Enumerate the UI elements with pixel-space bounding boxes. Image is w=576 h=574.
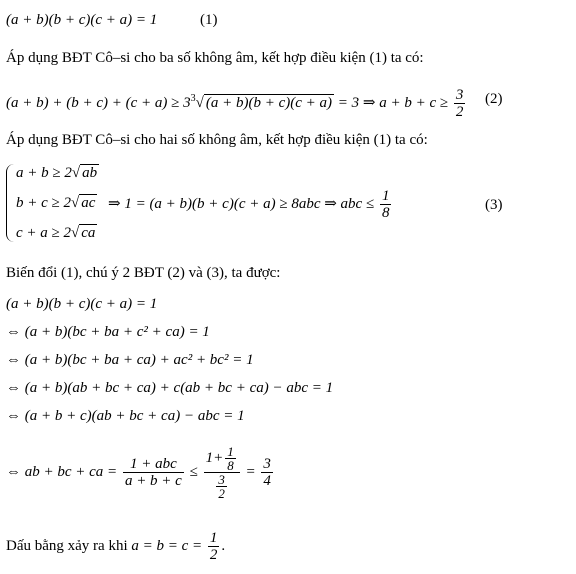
eq3-frac-den: 8 [381,205,390,222]
row3-radical: √ [71,225,80,241]
equation-1-number: (1) [200,12,218,28]
eq2-frac-num: 3 [455,87,464,104]
step6-f1-num: 1 + abc [130,456,177,473]
system-row-1 [16,164,99,182]
step-5: ⇔ (a + b + c)(ab + bc + ca) − abc = 1 [6,408,245,424]
row3-radicand: ca [81,225,96,241]
eq3-frac-num: 1 [381,188,390,205]
system-row-2 [16,194,97,212]
equation-3 [108,186,393,222]
eq2-radical-sign: √ [195,95,204,111]
conclusion-equation: a = b = c = [131,538,203,554]
conclusion-frac-num: 1 [209,530,218,547]
step6-f1-den: a + b + c [124,473,182,490]
row3-left: c + a ≥ 2 [16,225,72,241]
row2-radicand: ac [81,195,96,211]
step6-f2-den-frac [216,473,227,500]
row2-left: b + c ≥ 2 [16,195,72,211]
row2-radical: √ [71,195,80,211]
conclusion-fraction [208,530,220,563]
eq2-frac-den: 2 [455,104,464,121]
step-3: ⇔ (a + b)(bc + ba + ca) + ac² + bc² = 1 [6,352,254,368]
step-2: ⇔ (a + b)(bc + ba + c² + ca) = 1 [6,324,210,340]
conclusion [6,526,225,566]
step6-left: ⇔ ab + bc + ca = [6,464,118,480]
eq3-fraction [380,188,392,221]
step6-fraction-2 [204,445,240,500]
step6-f2-den-num: 3 [218,472,225,488]
eq2-root-index: 3 [190,93,196,104]
conclusion-frac-den: 2 [209,547,218,564]
equation-2 [6,80,467,121]
step6-f2-num-fnum: 1 [227,444,234,460]
step6-f3-num: 3 [263,456,271,473]
system-row-3 [16,224,97,242]
row1-left: a + b ≥ 2 [16,165,72,181]
row1-radical: √ [71,165,81,181]
step6-le: ≤ [189,464,198,480]
step6-f2-num-frac [225,445,236,472]
step-4: ⇔ (a + b)(ab + bc + ca) + c(ab + bc + ca) − abc = 1 [6,380,334,396]
step6-f3-den: 4 [263,473,271,490]
eq3-right: ⇒ 1 = (a + b)(b + c)(c + a) ≥ 8abc ⇒ abc ≤ [108,196,375,212]
eq2-fraction [454,87,466,120]
left-brace [6,164,15,242]
row1-radicand: ab [82,165,98,181]
equation-2-number: (2) [485,91,503,107]
eq2-right: = 3 ⇒ a + b + c ≥ [337,95,449,111]
equation-1 [6,11,157,29]
conclusion-text: Dấu bằng xảy ra khi [6,538,128,554]
step6-fraction-3 [261,456,273,489]
step6-f2-num [204,445,240,472]
equation-3-number: (3) [485,197,503,213]
step6-f2-num-main: 1+ [205,450,224,466]
conclusion-dot: . [221,538,226,554]
eq2-radicand: (a + b)(b + c)(c + a) [205,95,333,111]
step6-f2-den-den: 2 [218,486,225,502]
step6-f2-den [204,472,240,500]
paragraph-2: Áp dụng BĐT Cô–si cho hai số không âm, kết hợp điều kiện (1) ta có: [6,132,428,148]
step6-f2-num-fden: 8 [227,458,234,474]
paragraph-1: Áp dụng BĐT Cô–si cho ba số không âm, kết hợp điều kiện (1) ta có: [6,50,424,66]
step6-fraction-1 [123,456,184,489]
equation-1-text: (a + b)(b + c)(c + a) = 1 [6,12,158,28]
paragraph-3: Biến đổi (1), chú ý 2 BĐT (2) và (3), ta được: [6,265,281,281]
step6-eq: = [245,464,256,480]
eq2-left: (a + b) + (b + c) + (c + a) ≥ 3 [6,95,191,111]
step-1: (a + b)(b + c)(c + a) = 1 [6,296,158,312]
step-6 [6,432,275,512]
